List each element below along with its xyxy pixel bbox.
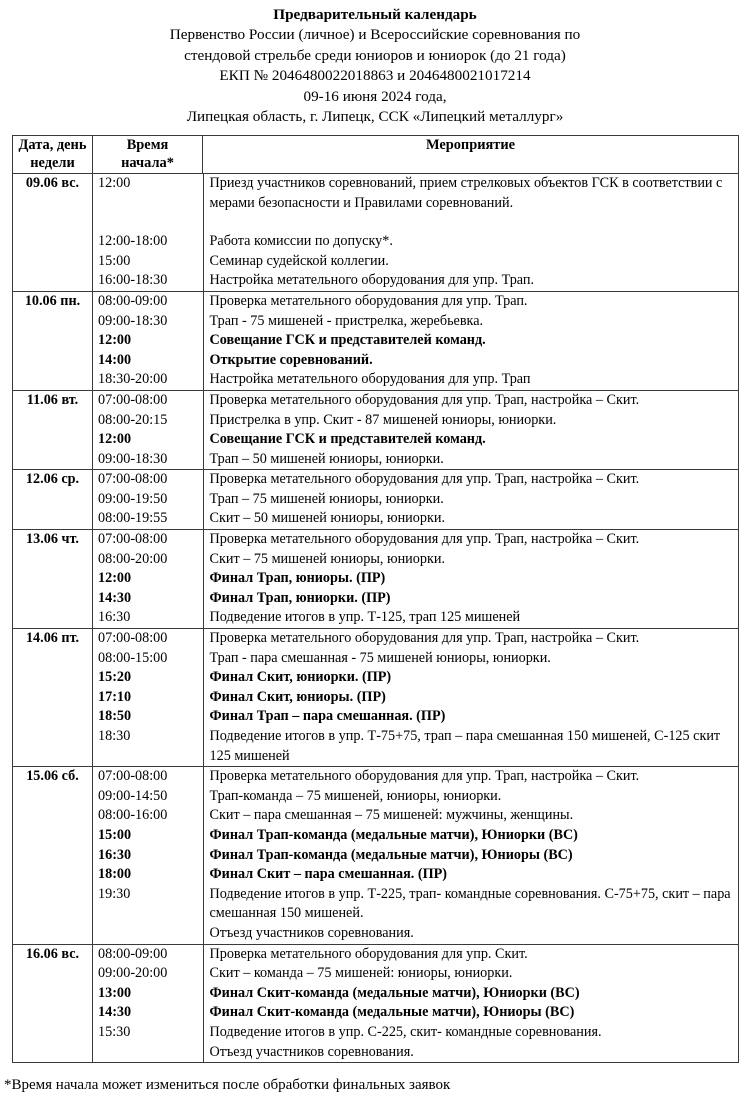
entry-time: 14:30 [93, 1003, 203, 1023]
entry-event: Совещание ГСК и представителей команд. [209, 332, 486, 349]
entry-event: Трап – 75 мишеней юниоры, юниорки. [209, 490, 444, 507]
cell-date: 13.06 чт. [13, 530, 93, 629]
entry-time: 14:30 [93, 589, 203, 609]
entry-list [93, 530, 738, 628]
cell-date: 09.06 вс. [13, 173, 93, 291]
entry-time: 08:00-09:00 [93, 292, 203, 312]
entry-time: 09:00-14:50 [93, 787, 203, 807]
entry-row [93, 767, 738, 787]
entry-event: Финал Трап – пара смешанная. (ПР) [209, 708, 446, 725]
entry-time: 12:00 [93, 569, 203, 589]
header-dates: 09-16 июня 2024 года, [303, 87, 447, 105]
document-title: Предварительный календарь [273, 6, 477, 23]
entry-time: 07:00-08:00 [93, 629, 203, 649]
entry-row [93, 292, 738, 312]
table-row [13, 470, 739, 530]
entry-event: Финал Трап-команда (медальные матчи), Юниоры (ВС) [209, 846, 573, 863]
entry-event: Проверка метательного оборудования для упр. Скит. [209, 945, 528, 962]
entry-event: Настройка метательного оборудования для упр. Трап [209, 371, 531, 388]
entry-row [93, 550, 738, 570]
header-line-2: стендовой стрельбе среди юниоров и юниорок (до 21 года) [184, 46, 566, 64]
entry-row [93, 450, 738, 470]
table-header [13, 135, 739, 173]
cell-entries [93, 767, 739, 944]
entry-event: Финал Трап, юниоры. (ПР) [209, 570, 386, 587]
entry-event: Работа комиссии по допуску*. [209, 233, 393, 250]
entry-time: 08:00-20:00 [93, 550, 203, 570]
entry-event: Настройка метательного оборудования для упр. Трап. [209, 272, 535, 289]
header-venue: Липецкая область, г. Липецк, ССК «Липецкий металлург» [186, 108, 564, 126]
entry-row [93, 391, 738, 411]
table-row [13, 767, 739, 944]
entry-spacer [93, 213, 738, 232]
entry-time: 18:30-20:00 [93, 370, 203, 390]
entry-row [93, 470, 738, 490]
entry-list [93, 391, 738, 469]
entry-row [93, 865, 738, 885]
entry-row [93, 945, 738, 965]
entry-event: Открытие соревнований. [209, 351, 373, 368]
entry-time: 08:00-15:00 [93, 649, 203, 669]
entry-time: 12:00 [93, 430, 203, 450]
entry-event: Подведение итогов в упр. Т-75+75, трап – пара смешанная 150 мишеней, С-125 скит 125 мишеней [209, 728, 721, 764]
entry-event: Приезд участников соревнований, прием стрелковых объектов ГСК в соответствии с мерами безопасности и Правилами соревнований. [209, 174, 723, 211]
entry-event: Трап – 50 мишеней юниоры, юниорки. [209, 450, 444, 467]
entry-event: Трап-команда – 75 мишеней, юниоры, юниорки. [209, 787, 502, 804]
entry-row [93, 312, 738, 332]
entry-row [93, 174, 738, 213]
entry-row [93, 589, 738, 609]
entry-event: Скит – 50 мишеней юниоры, юниорки. [209, 510, 445, 527]
entry-event: Финал Скит-команда (медальные матчи), Юниоры (ВС) [209, 1004, 575, 1021]
entry-time: 16:00-18:30 [93, 271, 203, 291]
table-body [13, 173, 739, 1062]
entry-time: 07:00-08:00 [93, 530, 203, 550]
entry-event: Подведение итогов в упр. Т-225, трап- командные соревнования. С-75+75, скит – пара смешанная 150 мишеней. [209, 885, 731, 922]
entry-time: 09:00-20:00 [93, 964, 203, 984]
entry-row [93, 924, 738, 944]
entry-row [93, 707, 738, 727]
entry-event: Финал Скит-команда (медальные матчи), Юниорки (ВС) [209, 984, 580, 1001]
entry-event: Скит – пара смешанная – 75 мишеней: мужчины, женщины. [209, 807, 574, 824]
entry-event: Семинар судейской коллегии. [209, 252, 389, 269]
entry-row [93, 509, 738, 529]
entry-time: 16:30 [93, 846, 203, 866]
entry-time: 12:00 [93, 331, 203, 351]
entry-time: 19:30 [93, 885, 203, 924]
entry-time: 13:00 [93, 984, 203, 1004]
entry-row [93, 569, 738, 589]
entry-row [93, 1043, 738, 1063]
entry-time: 07:00-08:00 [93, 470, 203, 490]
cell-entries [93, 944, 739, 1063]
cell-date: 11.06 вт. [13, 390, 93, 469]
entry-time: 14:00 [93, 351, 203, 371]
entry-event: Пристрелка в упр. Скит - 87 мишеней юниоры, юниорки. [209, 411, 557, 428]
entry-event: Подведение итогов в упр. С-225, скит- командные соревнования. [209, 1023, 602, 1040]
schedule-table-wrap [12, 135, 738, 1063]
entry-list [93, 292, 738, 390]
entry-event: Отъезд участников соревнования. [209, 924, 414, 941]
entry-event: Финал Трап-команда (медальные матчи), Юниорки (ВС) [209, 826, 578, 843]
entry-row [93, 411, 738, 431]
entry-row [93, 1023, 738, 1043]
entry-row [93, 490, 738, 510]
entry-event: Проверка метательного оборудования для упр. Трап, настройка – Скит. [209, 471, 640, 488]
entry-row [93, 649, 738, 669]
entry-event: Финал Трап, юниорки. (ПР) [209, 589, 391, 606]
entry-row [93, 727, 738, 766]
column-header-time-line2: начала* [121, 155, 174, 172]
table-header-row [13, 135, 739, 173]
entry-spacer-event [203, 213, 738, 232]
cell-entries [93, 173, 739, 291]
entry-row [93, 430, 738, 450]
cell-date: 12.06 ср. [13, 470, 93, 530]
column-header-time-line1: Время [126, 136, 169, 153]
entry-event: Трап - 75 мишеней - пристрелка, жеребьевка. [209, 312, 484, 329]
entry-list [93, 174, 738, 291]
table-footnote: *Время начала может измениться после обработки финальных заявок [4, 1077, 451, 1094]
cell-date: 14.06 пт. [13, 629, 93, 767]
entry-list [93, 629, 738, 766]
entry-row [93, 1003, 738, 1023]
entry-time: 08:00-16:00 [93, 806, 203, 826]
entry-time: 07:00-08:00 [93, 767, 203, 787]
entry-time [93, 1043, 203, 1063]
entry-time: 09:00-18:30 [93, 450, 203, 470]
entry-event: Совещание ГСК и представителей команд. [209, 431, 486, 448]
table-row [13, 173, 739, 291]
cell-date: 16.06 вс. [13, 944, 93, 1063]
entry-time: 15:20 [93, 668, 203, 688]
entry-row [93, 608, 738, 628]
entry-row [93, 370, 738, 390]
column-header-date-line1: Дата, день [18, 136, 87, 153]
entry-event: Проверка метательного оборудования для упр. Трап, настройка – Скит. [209, 630, 640, 647]
entry-event: Отъезд участников соревнования. [209, 1043, 414, 1060]
entry-row [93, 806, 738, 826]
entry-row [93, 351, 738, 371]
cell-entries [93, 291, 739, 390]
entry-event: Проверка метательного оборудования для упр. Трап. [209, 292, 528, 309]
entry-row [93, 984, 738, 1004]
entry-time: 18:30 [93, 727, 203, 766]
entry-event: Подведение итогов в упр. Т-125, трап 125 мишеней [209, 609, 521, 626]
entry-time: 16:30 [93, 608, 203, 628]
entry-row [93, 846, 738, 866]
cell-entries [93, 530, 739, 629]
entry-row [93, 885, 738, 924]
table-row [13, 390, 739, 469]
entry-time: 08:00-20:15 [93, 411, 203, 431]
entry-time: 18:50 [93, 707, 203, 727]
table-row [13, 944, 739, 1063]
entry-list [93, 470, 738, 529]
entry-time: 15:00 [93, 826, 203, 846]
entry-time: 15:00 [93, 252, 203, 272]
entry-event: Скит – команда – 75 мишеней: юниоры, юниорки. [209, 965, 513, 982]
table-row [13, 530, 739, 629]
column-header-date [13, 135, 93, 173]
entry-row [93, 826, 738, 846]
document-header [0, 0, 750, 128]
entry-event: Финал Скит – пара смешанная. (ПР) [209, 866, 448, 883]
entry-row [93, 530, 738, 550]
header-ekp-number: ЕКП № 2046480022018863 и 2046480021017214 [219, 67, 531, 85]
schedule-table [12, 135, 739, 1063]
entry-event: Финал Скит, юниоры. (ПР) [209, 688, 386, 705]
entry-time: 18:00 [93, 865, 203, 885]
entry-time: 09:00-19:50 [93, 490, 203, 510]
entry-event: Трап - пара смешанная - 75 мишеней юниоры, юниорки. [209, 649, 551, 666]
entry-time: 08:00-09:00 [93, 945, 203, 965]
entry-row [93, 787, 738, 807]
entry-event: Проверка метательного оборудования для упр. Трап, настройка – Скит. [209, 531, 640, 548]
entry-time: 15:30 [93, 1023, 203, 1043]
entry-event: Финал Скит, юниорки. (ПР) [209, 669, 392, 686]
column-header-time [93, 135, 203, 173]
entry-row [93, 331, 738, 351]
column-header-date-line2: недели [30, 155, 75, 172]
cell-entries [93, 470, 739, 530]
entry-event: Проверка метательного оборудования для упр. Трап, настройка – Скит. [209, 768, 640, 785]
table-row [13, 629, 739, 767]
entry-row [93, 252, 738, 272]
entry-list [93, 945, 738, 1063]
entry-row [93, 668, 738, 688]
cell-entries [93, 629, 739, 767]
entry-event: Проверка метательного оборудования для упр. Трап, настройка – Скит. [209, 391, 640, 408]
entry-time: 12:00-18:00 [93, 232, 203, 252]
entry-row [93, 688, 738, 708]
entry-spacer-time [93, 213, 203, 232]
entry-row [93, 629, 738, 649]
entry-time: 07:00-08:00 [93, 391, 203, 411]
entry-row [93, 964, 738, 984]
entry-list [93, 767, 738, 943]
entry-time [93, 924, 203, 944]
entry-row [93, 232, 738, 252]
table-row [13, 291, 739, 390]
entry-time: 09:00-18:30 [93, 312, 203, 332]
entry-time: 12:00 [93, 174, 203, 213]
header-line-1: Первенство России (личное) и Всероссийские соревнования по [169, 26, 581, 43]
entry-time: 08:00-19:55 [93, 509, 203, 529]
column-header-event: Мероприятие [203, 135, 739, 173]
entry-time: 17:10 [93, 688, 203, 708]
entry-row [93, 271, 738, 291]
entry-event: Скит – 75 мишеней юниоры, юниорки. [209, 550, 445, 567]
cell-entries [93, 390, 739, 469]
cell-date: 10.06 пн. [13, 291, 93, 390]
cell-date: 15.06 сб. [13, 767, 93, 944]
